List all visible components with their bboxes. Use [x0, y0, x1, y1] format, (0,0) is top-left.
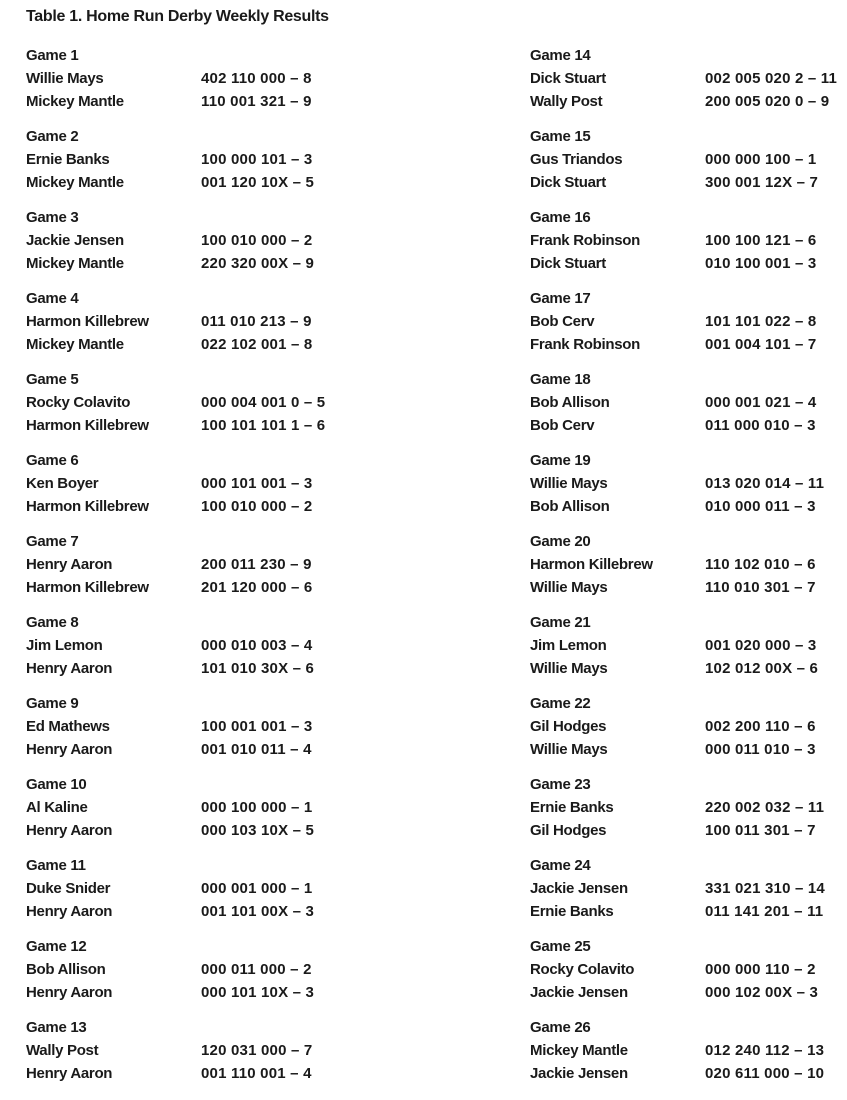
game-row	[26, 333, 426, 356]
game-row	[530, 900, 847, 923]
game-row	[530, 634, 847, 657]
game-block	[26, 1016, 426, 1085]
line-score: 000 000 100 – 1	[705, 151, 817, 168]
game-row	[530, 495, 847, 518]
line-score: 100 011 301 – 7	[705, 822, 816, 839]
player-name: Willie Mays	[530, 660, 608, 677]
game-block	[530, 1016, 847, 1085]
line-score: 102 012 00X – 6	[705, 660, 819, 677]
player-name: Bob Allison	[530, 394, 610, 411]
player-name: Wally Post	[530, 93, 603, 110]
game-label: Game 10	[26, 776, 87, 793]
line-score: 200 005 020 0 – 9	[705, 93, 830, 110]
game-row	[530, 67, 847, 90]
line-score: 001 120 10X – 5	[201, 174, 315, 191]
player-name: Ernie Banks	[530, 799, 614, 816]
line-score: 013 020 014 – 11	[705, 475, 825, 492]
game-row	[26, 553, 426, 576]
player-name: Willie Mays	[530, 579, 608, 596]
line-score: 010 100 001 – 3	[705, 255, 817, 272]
game-label: Game 18	[530, 371, 591, 388]
game-row	[530, 715, 847, 738]
game-row	[26, 148, 426, 171]
line-score: 001 010 011 – 4	[201, 741, 312, 758]
player-name: Harmon Killebrew	[530, 556, 653, 573]
game-block	[26, 935, 426, 1004]
line-score: 300 001 12X – 7	[705, 174, 819, 191]
games-column-left	[26, 44, 426, 1097]
game-block	[26, 206, 426, 275]
game-block	[530, 935, 847, 1004]
line-score: 011 010 213 – 9	[201, 313, 312, 330]
game-row	[26, 634, 426, 657]
player-name: Jackie Jensen	[530, 1065, 628, 1082]
player-name: Henry Aaron	[26, 556, 113, 573]
game-row	[26, 981, 426, 1004]
player-name: Frank Robinson	[530, 336, 640, 353]
game-label: Game 5	[26, 371, 79, 388]
game-label: Game 19	[530, 452, 591, 469]
player-name: Bob Allison	[26, 961, 106, 978]
game-label: Game 1	[26, 47, 79, 64]
game-row	[26, 1039, 426, 1062]
line-score: 000 010 003 – 4	[201, 637, 313, 654]
player-name: Jim Lemon	[26, 637, 103, 654]
game-block	[530, 692, 847, 761]
game-row	[26, 657, 426, 680]
line-score: 000 001 021 – 4	[705, 394, 817, 411]
table-title: Table 1. Home Run Derby Weekly Results	[26, 8, 329, 25]
game-row	[530, 576, 847, 599]
line-score: 000 011 010 – 3	[705, 741, 816, 758]
game-row	[530, 1039, 847, 1062]
game-row	[26, 738, 426, 761]
game-row	[530, 657, 847, 680]
game-block	[530, 611, 847, 680]
game-row	[26, 877, 426, 900]
line-score: 002 200 110 – 6	[705, 718, 816, 735]
player-name: Henry Aaron	[26, 660, 113, 677]
line-score: 100 000 101 – 3	[201, 151, 313, 168]
line-score: 101 010 30X – 6	[201, 660, 315, 677]
game-row	[530, 391, 847, 414]
line-score: 201 120 000 – 6	[201, 579, 313, 596]
player-name: Willie Mays	[530, 741, 608, 758]
player-name: Mickey Mantle	[26, 174, 124, 191]
line-score: 022 102 001 – 8	[201, 336, 313, 353]
game-block	[26, 611, 426, 680]
player-name: Harmon Killebrew	[26, 417, 149, 434]
game-label: Game 8	[26, 614, 79, 631]
player-name: Ernie Banks	[530, 903, 614, 920]
player-name: Gus Triandos	[530, 151, 623, 168]
player-name: Mickey Mantle	[530, 1042, 628, 1059]
player-name: Bob Cerv	[530, 313, 595, 330]
player-name: Willie Mays	[26, 70, 104, 87]
line-score: 012 240 112 – 13	[705, 1042, 825, 1059]
game-label: Game 25	[530, 938, 591, 955]
line-score: 001 004 101 – 7	[705, 336, 817, 353]
player-name: Dick Stuart	[530, 174, 606, 191]
game-row	[530, 553, 847, 576]
game-block	[530, 530, 847, 599]
game-row	[26, 715, 426, 738]
game-row	[26, 229, 426, 252]
player-name: Rocky Colavito	[26, 394, 131, 411]
game-block	[26, 854, 426, 923]
game-label: Game 23	[530, 776, 591, 793]
player-name: Harmon Killebrew	[26, 579, 149, 596]
game-label: Game 15	[530, 128, 591, 145]
player-name: Wally Post	[26, 1042, 99, 1059]
game-row	[530, 414, 847, 437]
player-name: Ken Boyer	[26, 475, 99, 492]
game-label: Game 21	[530, 614, 591, 631]
line-score: 100 010 000 – 2	[201, 498, 313, 515]
game-row	[530, 171, 847, 194]
line-score: 001 101 00X – 3	[201, 903, 315, 920]
line-score: 002 005 020 2 – 11	[705, 70, 838, 87]
game-row	[530, 472, 847, 495]
line-score: 000 011 000 – 2	[201, 961, 312, 978]
player-name: Jim Lemon	[530, 637, 607, 654]
player-name: Gil Hodges	[530, 822, 607, 839]
game-row	[530, 796, 847, 819]
line-score: 011 141 201 – 11	[705, 903, 824, 920]
line-score: 110 102 010 – 6	[705, 556, 816, 573]
player-name: Henry Aaron	[26, 984, 113, 1001]
player-name: Rocky Colavito	[530, 961, 635, 978]
game-label: Game 4	[26, 290, 79, 307]
player-name: Gil Hodges	[530, 718, 607, 735]
game-label: Game 14	[530, 47, 591, 64]
game-block	[26, 287, 426, 356]
player-name: Ed Mathews	[26, 718, 110, 735]
game-label: Game 6	[26, 452, 79, 469]
game-row	[26, 900, 426, 923]
game-label: Game 2	[26, 128, 79, 145]
player-name: Frank Robinson	[530, 232, 640, 249]
game-row	[26, 414, 426, 437]
player-name: Mickey Mantle	[26, 255, 124, 272]
player-name: Dick Stuart	[530, 70, 606, 87]
line-score: 001 110 001 – 4	[201, 1065, 312, 1082]
game-label: Game 26	[530, 1019, 591, 1036]
line-score: 331 021 310 – 14	[705, 880, 825, 897]
game-row	[530, 958, 847, 981]
player-name: Bob Allison	[530, 498, 610, 515]
line-score: 000 102 00X – 3	[705, 984, 819, 1001]
game-label: Game 22	[530, 695, 591, 712]
game-block	[530, 125, 847, 194]
line-score: 000 001 000 – 1	[201, 880, 313, 897]
game-row	[26, 310, 426, 333]
line-score: 000 004 001 0 – 5	[201, 394, 326, 411]
player-name: Willie Mays	[530, 475, 608, 492]
player-name: Al Kaline	[26, 799, 88, 816]
game-row	[26, 819, 426, 842]
game-row	[26, 958, 426, 981]
game-row	[530, 333, 847, 356]
line-score: 001 020 000 – 3	[705, 637, 817, 654]
game-label: Game 11	[26, 857, 86, 874]
game-label: Game 16	[530, 209, 591, 226]
game-row	[530, 981, 847, 1004]
line-score: 010 000 011 – 3	[705, 498, 816, 515]
line-score: 220 320 00X – 9	[201, 255, 315, 272]
line-score: 000 100 000 – 1	[201, 799, 313, 816]
game-row	[530, 877, 847, 900]
player-name: Henry Aaron	[26, 1065, 113, 1082]
game-row	[530, 148, 847, 171]
player-name: Ernie Banks	[26, 151, 110, 168]
game-block	[26, 44, 426, 113]
player-name: Jackie Jensen	[26, 232, 124, 249]
game-block	[26, 773, 426, 842]
line-score: 120 031 000 – 7	[201, 1042, 313, 1059]
line-score: 402 110 000 – 8	[201, 70, 312, 87]
line-score: 000 101 001 – 3	[201, 475, 313, 492]
player-name: Mickey Mantle	[26, 93, 124, 110]
game-row	[530, 738, 847, 761]
game-block	[530, 854, 847, 923]
player-name: Jackie Jensen	[530, 984, 628, 1001]
player-name: Henry Aaron	[26, 903, 113, 920]
player-name: Henry Aaron	[26, 741, 113, 758]
game-label: Game 17	[530, 290, 591, 307]
line-score: 011 000 010 – 3	[705, 417, 816, 434]
game-row	[26, 67, 426, 90]
game-row	[26, 796, 426, 819]
line-score: 000 000 110 – 2	[705, 961, 816, 978]
game-label: Game 20	[530, 533, 591, 550]
line-score: 101 101 022 – 8	[705, 313, 817, 330]
game-row	[530, 229, 847, 252]
game-block	[26, 530, 426, 599]
line-score: 020 611 000 – 10	[705, 1065, 825, 1082]
game-row	[26, 252, 426, 275]
player-name: Bob Cerv	[530, 417, 595, 434]
game-block	[26, 449, 426, 518]
game-row	[26, 90, 426, 113]
game-label: Game 3	[26, 209, 79, 226]
game-row	[530, 90, 847, 113]
game-row	[26, 472, 426, 495]
game-label: Game 24	[530, 857, 591, 874]
game-block	[530, 44, 847, 113]
game-row	[26, 171, 426, 194]
game-label: Game 13	[26, 1019, 87, 1036]
player-name: Harmon Killebrew	[26, 313, 149, 330]
game-row	[26, 391, 426, 414]
game-row	[530, 310, 847, 333]
line-score: 100 101 101 1 – 6	[201, 417, 326, 434]
line-score: 000 101 10X – 3	[201, 984, 315, 1001]
game-block	[530, 773, 847, 842]
game-label: Game 7	[26, 533, 79, 550]
game-block	[26, 692, 426, 761]
line-score: 100 100 121 – 6	[705, 232, 817, 249]
game-block	[26, 125, 426, 194]
game-row	[26, 1062, 426, 1085]
game-block	[530, 449, 847, 518]
line-score: 000 103 10X – 5	[201, 822, 315, 839]
line-score: 220 002 032 – 11	[705, 799, 825, 816]
player-name: Harmon Killebrew	[26, 498, 149, 515]
games-column-right	[530, 44, 847, 1097]
line-score: 100 010 000 – 2	[201, 232, 313, 249]
game-block	[530, 206, 847, 275]
game-row	[530, 819, 847, 842]
player-name: Dick Stuart	[530, 255, 606, 272]
player-name: Henry Aaron	[26, 822, 113, 839]
player-name: Mickey Mantle	[26, 336, 124, 353]
player-name: Duke Snider	[26, 880, 111, 897]
line-score: 110 010 301 – 7	[705, 579, 816, 596]
player-name: Jackie Jensen	[530, 880, 628, 897]
game-label: Game 9	[26, 695, 79, 712]
game-row	[26, 495, 426, 518]
game-block	[26, 368, 426, 437]
line-score: 100 001 001 – 3	[201, 718, 313, 735]
game-row	[530, 252, 847, 275]
game-row	[530, 1062, 847, 1085]
game-block	[530, 368, 847, 437]
game-label: Game 12	[26, 938, 87, 955]
line-score: 110 001 321 – 9	[201, 93, 312, 110]
game-block	[530, 287, 847, 356]
line-score: 200 011 230 – 9	[201, 556, 312, 573]
game-row	[26, 576, 426, 599]
